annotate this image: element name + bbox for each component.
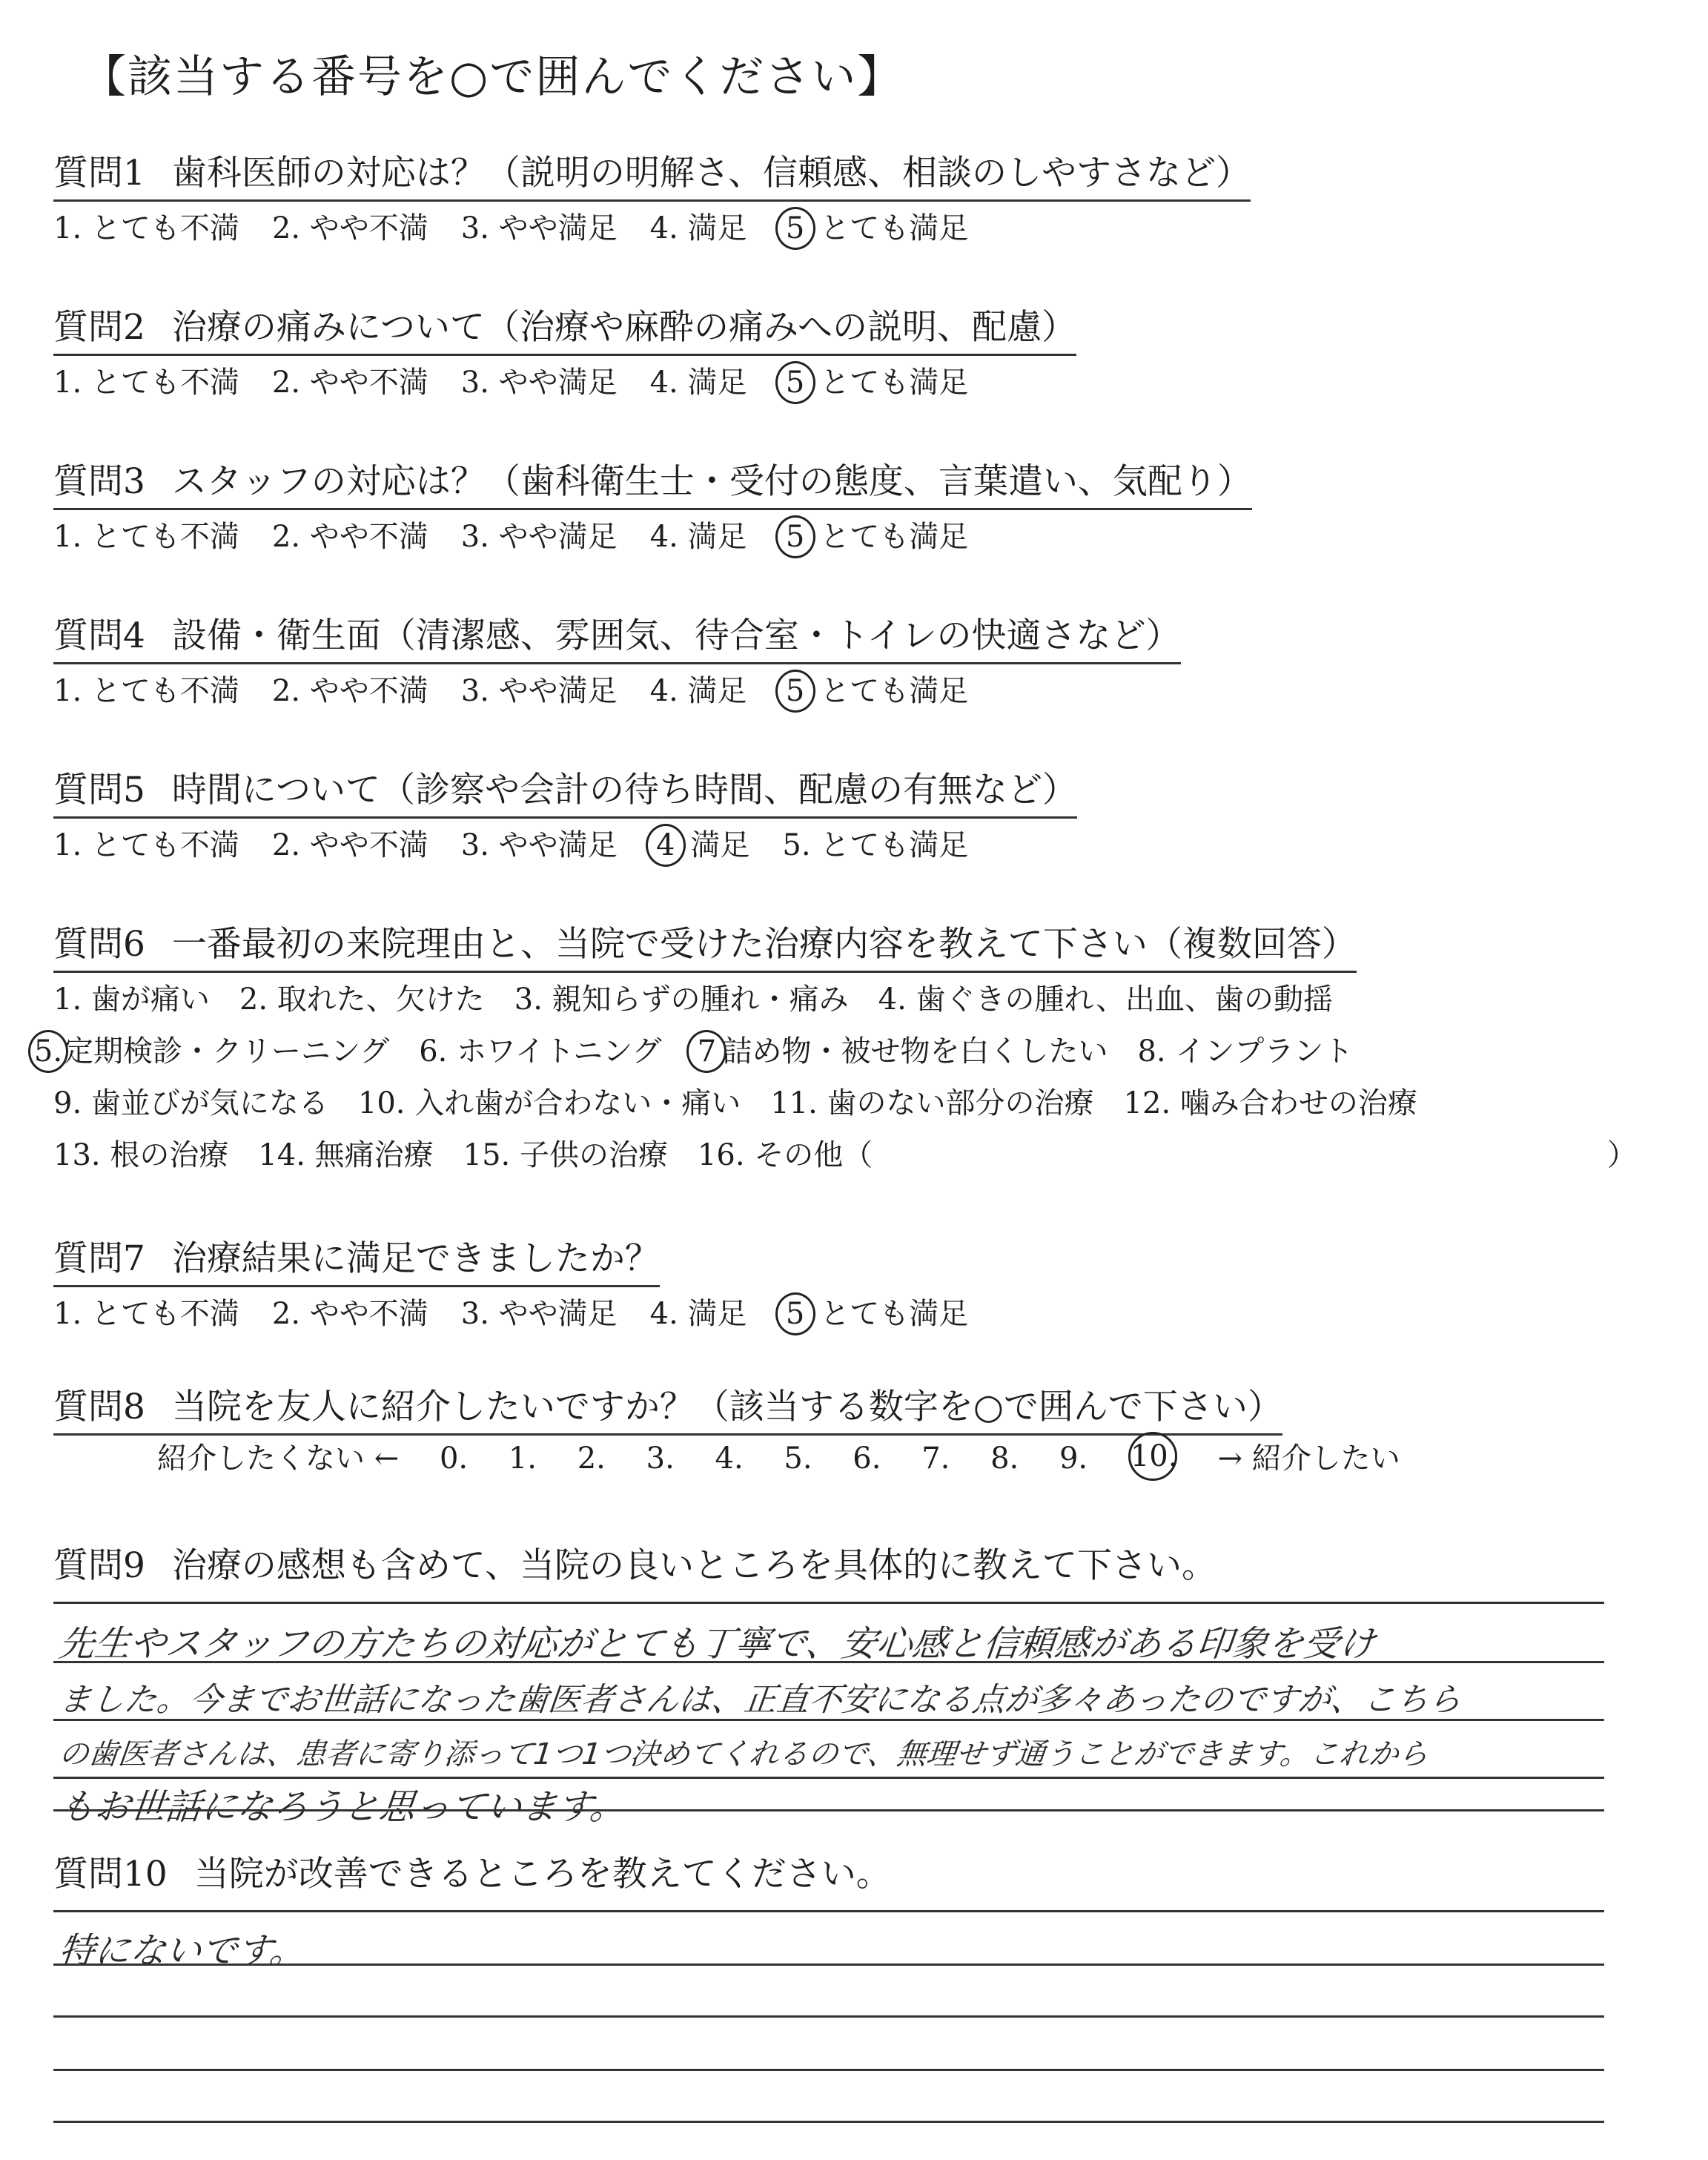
q8-point-8[interactable]: 8. [990, 1441, 1019, 1476]
question-4-number: 質問4 [53, 615, 145, 656]
question-4-text: 設備・衛生面（清潔感、雰囲気、待合室・トイレの快適さなど） [171, 615, 1181, 656]
q8-point-4[interactable]: 4. [715, 1441, 744, 1476]
q9-answer-rule-1 [53, 1602, 1604, 1604]
q9-answer-line-2: ました。今までお世話になった歯医者さんは、正直不安になる点が多々あったのですが、こちら [56, 1681, 1463, 1719]
q3-option-3[interactable]: 3. やや満足 [460, 520, 618, 554]
question-10-number: 質問10 [53, 1854, 168, 1895]
q6-option-10[interactable]: 10. 入れ歯が合わない・痛い [357, 1086, 741, 1120]
q8-point-7[interactable]: 7. [921, 1441, 950, 1476]
q8-right-label: → 紹介したい [1217, 1441, 1400, 1476]
q4-option-4[interactable]: 4. 満足 [649, 674, 747, 708]
q6-option-9[interactable]: 9. 歯並びが気になる [53, 1086, 328, 1120]
q6-option-4[interactable]: 4. 歯ぐきの腫れ、出血、歯の動揺 [878, 982, 1333, 1017]
q3-option-5-selected[interactable]: 5 とても満足 [780, 513, 969, 555]
q8-point-0[interactable]: 0. [439, 1441, 469, 1476]
q2-option-1[interactable]: 1. とても不満 [53, 366, 239, 400]
q9-answer-line-1: 先生やスタッフの方たちの対応がとても丁寧で、安心感と信頼感がある印象を受け [56, 1623, 1377, 1665]
question-7-text: 治療結果に満足できましたか？ [171, 1238, 660, 1279]
q4-option-5-selected[interactable]: 5 とても満足 [780, 667, 969, 710]
q6-option-11[interactable]: 11. 歯のない部分の治療 [770, 1086, 1094, 1120]
question-3-text: スタッフの対応は？（歯科衛生士・受付の態度、言葉遣い、気配り） [171, 461, 1252, 502]
q7-option-1[interactable]: 1. とても不満 [53, 1297, 239, 1331]
q5-option-5[interactable]: 5. とても満足 [782, 828, 969, 862]
question-3-heading [53, 454, 1252, 510]
q6-option-1[interactable]: 1. 歯が痛い [53, 982, 210, 1017]
question-6-text: 一番最初の来院理由と、当院で受けた治療内容を教えて下さい（複数回答） [171, 924, 1357, 965]
question-8-number: 質問8 [53, 1387, 145, 1427]
form-title: 【該当する番号を○で囲んでください】 [82, 51, 904, 103]
question-8-text: 当院を友人に紹介したいですか？（該当する数字を○で囲んで下さい） [171, 1387, 1282, 1427]
q9-answer-rule-3 [53, 1719, 1604, 1721]
question-8-heading [53, 1379, 1282, 1436]
q3-option-4[interactable]: 4. 満足 [649, 520, 747, 554]
question-6-options-row-3 [53, 1080, 1447, 1122]
question-2-text: 治療の痛みについて（治療や麻酔の痛みへの説明、配慮） [171, 307, 1077, 348]
question-1-text: 歯科医師の対応は？（説明の明解さ、信頼感、相談のしやすさなど） [171, 153, 1251, 194]
q6-option-14[interactable]: 14. 無痛治療 [258, 1138, 434, 1172]
question-9-number: 質問9 [53, 1545, 145, 1586]
question-6-number: 質問6 [53, 924, 145, 965]
q6-option-8[interactable]: 8. インプラント [1137, 1034, 1354, 1069]
question-1-heading [53, 145, 1251, 202]
q6-option-6[interactable]: 6. ホワイトニング [419, 1034, 662, 1069]
question-1-options [53, 205, 1001, 247]
question-3-number: 質問3 [53, 461, 145, 502]
question-7-number: 質問7 [53, 1238, 145, 1279]
q2-option-2[interactable]: 2. やや不満 [271, 366, 428, 400]
q9-answer-line-4: もお世話になろうと思っています。 [56, 1786, 628, 1828]
question-9-heading [53, 1538, 1217, 1592]
question-5-heading [53, 762, 1077, 819]
q5-option-4-selected[interactable]: 4 満足 [650, 822, 750, 864]
q1-option-4[interactable]: 4. 満足 [649, 211, 747, 245]
q7-option-3[interactable]: 3. やや満足 [460, 1297, 618, 1331]
q8-point-3[interactable]: 3. [646, 1441, 675, 1476]
q4-option-1[interactable]: 1. とても不満 [53, 674, 239, 708]
question-3-options [53, 513, 1001, 555]
q2-option-4[interactable]: 4. 満足 [649, 366, 747, 400]
q10-answer-rule-5 [53, 2121, 1604, 2123]
q6-option-13[interactable]: 13. 根の治療 [53, 1138, 229, 1172]
q6-option-15[interactable]: 15. 子供の治療 [463, 1138, 668, 1172]
question-5-options [53, 822, 1001, 864]
q10-answer-rule-3 [53, 2015, 1604, 2018]
q6-option-16-close-paren: ） [1607, 1138, 1637, 1172]
question-6-options-row-1 [53, 976, 1363, 1018]
question-10-text: 当院が改善できるところを教えてください。 [193, 1854, 891, 1895]
question-6-options-row-4 [53, 1132, 902, 1174]
question-4-options [53, 667, 1001, 710]
q7-option-5-selected[interactable]: 5 とても満足 [780, 1290, 969, 1332]
q9-answer-rule-5 [53, 1809, 1604, 1811]
q10-answer-rule-2 [53, 1964, 1604, 1966]
question-1-number: 質問1 [53, 153, 145, 194]
q2-option-3[interactable]: 3. やや満足 [460, 366, 618, 400]
q6-option-3[interactable]: 3. 親知らずの腫れ・痛み [514, 982, 849, 1017]
q8-point-2[interactable]: 2. [577, 1441, 606, 1476]
question-9-text: 治療の感想も含めて、当院の良いところを具体的に教えて下さい。 [171, 1545, 1217, 1586]
q10-answer-rule-4 [53, 2069, 1604, 2071]
q7-option-4[interactable]: 4. 満足 [649, 1297, 747, 1331]
question-7-options [53, 1290, 1001, 1332]
q4-option-3[interactable]: 3. やや満足 [460, 674, 618, 708]
q8-point-9[interactable]: 9. [1059, 1441, 1088, 1476]
q8-point-6[interactable]: 6. [853, 1441, 881, 1476]
q3-option-1[interactable]: 1. とても不満 [53, 520, 239, 554]
q6-option-2[interactable]: 2. 取れた、欠けた [239, 982, 485, 1017]
q3-option-2[interactable]: 2. やや不満 [271, 520, 428, 554]
question-6-options-row-2 [33, 1028, 1383, 1070]
question-8-scale [157, 1435, 1431, 1481]
q8-point-1[interactable]: 1. [508, 1441, 537, 1476]
question-7-heading [53, 1231, 660, 1287]
q8-left-label: 紹介したくない ← [157, 1441, 400, 1476]
question-2-heading [53, 300, 1076, 356]
q1-option-2[interactable]: 2. やや不満 [271, 211, 428, 245]
q1-option-5-selected[interactable]: 5 とても満足 [780, 205, 969, 247]
q10-answer-line-1: 特にないです。 [56, 1930, 308, 1972]
question-5-number: 質問5 [53, 770, 145, 810]
question-2-number: 質問2 [53, 307, 145, 348]
q4-option-2[interactable]: 2. やや不満 [271, 674, 428, 708]
question-2-options [53, 359, 1001, 401]
q10-answer-rule-1 [53, 1910, 1604, 1912]
q6-option-12[interactable]: 12. 噛み合わせの治療 [1123, 1086, 1417, 1120]
q5-option-1[interactable]: 1. とても不満 [53, 828, 239, 862]
q6-option-7-selected[interactable]: 7 詰め物・被せ物を白くしたい [691, 1028, 1108, 1070]
q5-option-3[interactable]: 3. やや満足 [460, 828, 618, 862]
q8-point-10-selected[interactable]: 10. [1128, 1432, 1177, 1481]
q9-answer-line-3: の歯医者さんは、患者に寄り添って1つ1つ決めてくれるので、無理せず通うことができます。これから [57, 1737, 1430, 1771]
q5-option-2[interactable]: 2. やや不満 [271, 828, 428, 862]
question-5-text: 時間について（診察や会計の待ち時間、配慮の有無など） [171, 770, 1077, 810]
q1-option-1[interactable]: 1. とても不満 [53, 211, 239, 245]
q9-answer-rule-2 [53, 1661, 1604, 1663]
q6-option-5-selected[interactable]: 5.定期検診・クリーニング [33, 1028, 389, 1070]
q7-option-2[interactable]: 2. やや不満 [271, 1297, 428, 1331]
question-10-heading [53, 1846, 891, 1900]
question-4-heading [53, 608, 1181, 664]
q1-option-3[interactable]: 3. やや満足 [460, 211, 618, 245]
q6-option-16[interactable]: 16. その他（ [697, 1138, 873, 1172]
q2-option-5-selected[interactable]: 5 とても満足 [780, 359, 969, 401]
q8-point-5[interactable]: 5. [784, 1441, 812, 1476]
question-6-heading [53, 916, 1357, 973]
